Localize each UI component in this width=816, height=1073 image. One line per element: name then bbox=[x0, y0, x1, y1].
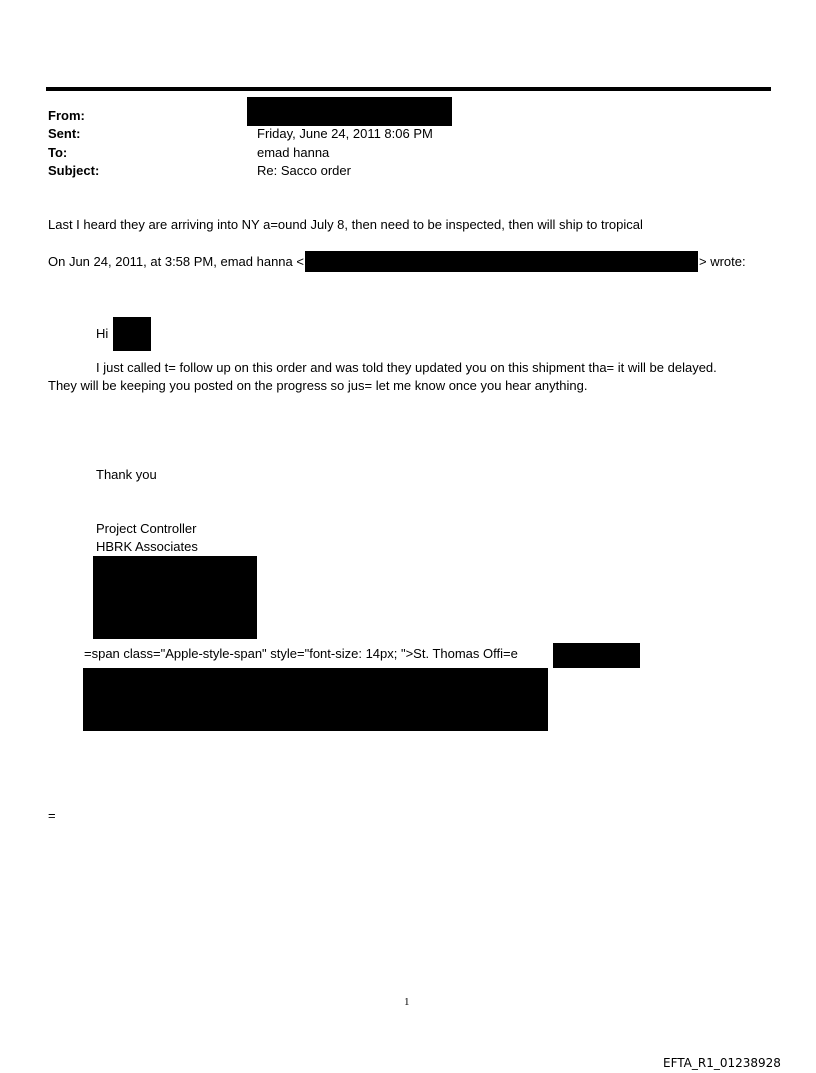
thanks: Thank you bbox=[96, 467, 157, 482]
span-line: =span class="Apple-style-span" style="font-size: 14px; ">St. Thomas Offi=e bbox=[84, 646, 518, 661]
subject-value: Re: Sacco order bbox=[257, 163, 351, 178]
to-label: To: bbox=[48, 145, 68, 160]
greeting: Hi bbox=[96, 326, 109, 341]
trailing-equals: = bbox=[48, 808, 56, 823]
body-line-1: Last I heard they are arriving into NY a=ound July 8, then need to be inspected, then will ship to tropical bbox=[48, 217, 643, 232]
from-label: From: bbox=[48, 108, 85, 123]
paragraph-line-1: I just called t= follow up on this order and was told they updated you on this shipment tha= it will be delayed. bbox=[96, 360, 717, 375]
partial-office-line: Ls. Office (340) 775-0227 bbox=[96, 624, 244, 639]
sent-label: Sent: bbox=[48, 126, 81, 141]
redaction-address bbox=[83, 668, 548, 731]
to-value: emad hanna bbox=[257, 145, 330, 160]
header-rule bbox=[46, 87, 771, 91]
signature-title: Project Controller bbox=[96, 521, 197, 536]
quote-suffix: > wrote: bbox=[699, 254, 746, 269]
quote-prefix: On Jun 24, 2011, at 3:58 PM, emad hanna < bbox=[48, 254, 304, 269]
redaction-office bbox=[553, 643, 640, 668]
page-number: 1 bbox=[404, 996, 410, 1008]
signature-company: HBRK Associates bbox=[96, 539, 198, 554]
sent-value: Friday, June 24, 2011 8:06 PM bbox=[257, 126, 433, 141]
bates-number: EFTA_R1_01238928 bbox=[663, 1056, 781, 1070]
redaction-name bbox=[113, 317, 151, 351]
subject-label: Subject: bbox=[48, 163, 100, 178]
redaction-email bbox=[305, 251, 698, 272]
paragraph-line-2: They will be keeping you posted on the progress so jus= let me know once you hear anything. bbox=[48, 378, 588, 393]
redaction-from bbox=[247, 97, 452, 126]
